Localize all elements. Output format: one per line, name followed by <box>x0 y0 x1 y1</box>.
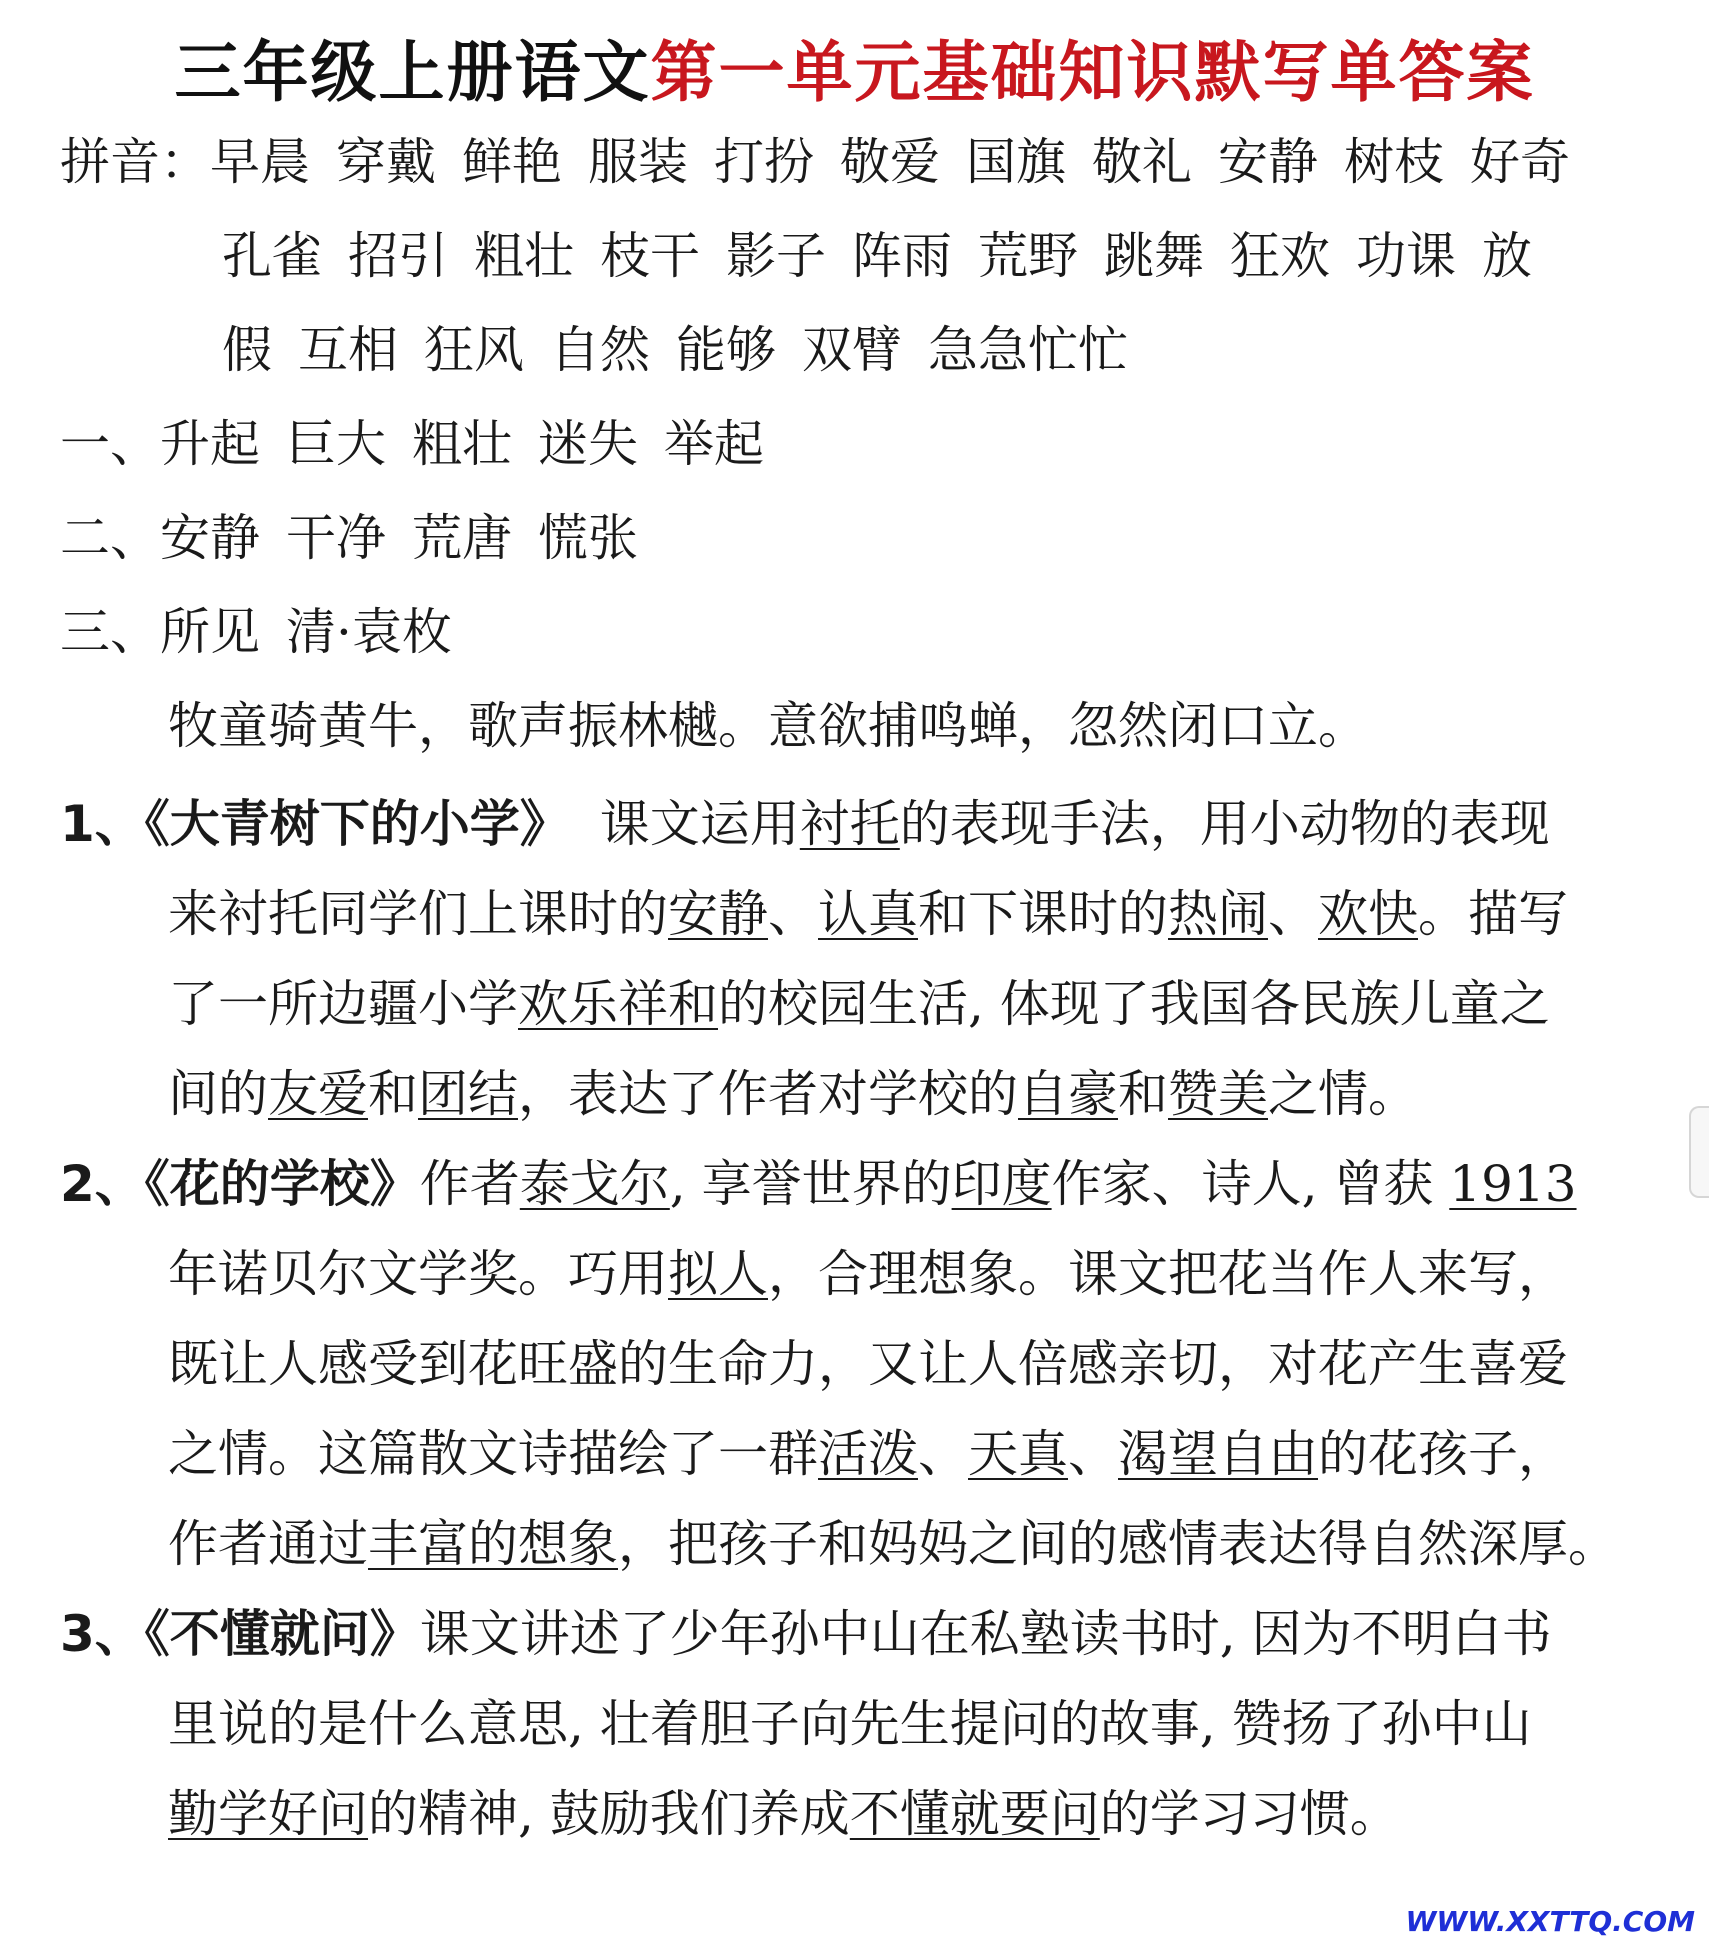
text: 和下课时的 <box>918 885 1168 943</box>
word: 狂风 <box>424 321 524 379</box>
pinyin-row-1 <box>60 130 1570 194</box>
word: 招引 <box>348 227 448 285</box>
word: 服装 <box>588 133 688 191</box>
answer-blank: 赞美 <box>1168 1065 1268 1123</box>
text: 间的 <box>168 1065 268 1123</box>
text: 来衬托同学们上课时的 <box>168 885 668 943</box>
word: 能够 <box>676 321 776 379</box>
text: 作家、诗人, 曾获 <box>1051 1155 1450 1213</box>
page-title <box>0 28 1709 118</box>
section-one <box>60 412 764 476</box>
text: 和 <box>368 1065 418 1123</box>
paragraph-1-line-2 <box>168 882 1568 946</box>
word: 树枝 <box>1344 133 1444 191</box>
answer-blank: 自豪 <box>1018 1065 1118 1123</box>
word: 升起 <box>160 415 260 473</box>
paragraph-2-line-3: 既让人感受到花旺盛的生命力，又让人倍感亲切，对花产生喜爱 <box>168 1335 1568 1393</box>
word: 急急忙忙 <box>928 321 1128 379</box>
section-label: 二、 <box>60 509 160 567</box>
word: 举起 <box>664 415 764 473</box>
text: 课文讲述了少年孙中山在私塾读书时, 因为不明白书 <box>419 1605 1552 1663</box>
pinyin-row-3 <box>222 318 1128 382</box>
answer-blank: 友爱 <box>268 1065 368 1123</box>
word: 敬礼 <box>1092 133 1192 191</box>
answer-blank: 不懂就要问 <box>849 1785 1100 1843</box>
poem-text: 牧童骑黄牛，歌声振林樾。意欲捕鸣蝉，忽然闭口立。 <box>168 697 1368 755</box>
word: 迷失 <box>538 415 638 473</box>
word: 自然 <box>550 321 650 379</box>
word: 国旗 <box>966 133 1066 191</box>
answer-blank: 认真 <box>818 885 918 943</box>
title-grade: 三年级上册语文 <box>174 34 651 111</box>
item-number: 3、 <box>60 1605 145 1663</box>
text: 的精神, 鼓励我们养成 <box>368 1785 850 1843</box>
text: 、 <box>768 885 818 943</box>
word: 阵雨 <box>852 227 952 285</box>
section-label: 三、 <box>60 603 160 661</box>
answer-blank: 丰富的想象 <box>368 1515 618 1573</box>
word: 安静 <box>1218 133 1318 191</box>
lesson-title: 《花的学校》 <box>144 1155 420 1213</box>
word: 双臂 <box>802 321 902 379</box>
answer-blank: 欢乐祥和 <box>518 975 718 1033</box>
site-watermark: WWW.XXTTQ.COM <box>1405 1905 1695 1938</box>
word: 荒唐 <box>412 509 512 567</box>
word: 打扮 <box>714 133 814 191</box>
lesson-title: 《大青树下的小学》 <box>144 795 570 853</box>
paragraph-1-line-3 <box>168 972 1550 1036</box>
answer-blank: 勤学好问 <box>168 1785 368 1843</box>
text: 的表现手法，用小动物的表现 <box>899 795 1550 853</box>
text: ，合理想象。课文把花当作人来写， <box>768 1245 1568 1303</box>
paragraph-1-line-1 <box>60 792 1550 856</box>
paragraph-1-line-4 <box>168 1062 1418 1126</box>
poem-author: 清·袁枚 <box>286 603 452 661</box>
word: 放 <box>1482 227 1532 285</box>
title-unit: 第一单元基础知识默写单答案 <box>650 34 1535 111</box>
word: 功课 <box>1356 227 1456 285</box>
paragraph-3-line-3 <box>168 1782 1400 1846</box>
word: 安静 <box>160 509 260 567</box>
text: 的校园生活, 体现了我国各民族儿童之 <box>718 975 1550 1033</box>
side-scroll-handle[interactable] <box>1689 1106 1709 1198</box>
text: 、 <box>918 1425 968 1483</box>
word: 慌张 <box>538 509 638 567</box>
answer-blank: 天真 <box>968 1425 1068 1483</box>
paragraph-2-line-5 <box>168 1512 1618 1576</box>
paragraph-2-line-2 <box>168 1242 1568 1306</box>
poem-title: 所见 <box>160 603 260 661</box>
paragraph-2-line-1 <box>60 1152 1577 1216</box>
answer-blank: 渴望自由 <box>1118 1425 1318 1483</box>
section-three <box>60 600 452 664</box>
word: 好奇 <box>1470 133 1570 191</box>
word: 早晨 <box>210 133 310 191</box>
section-label: 一、 <box>60 415 160 473</box>
text: 年诺贝尔文学奖。巧用 <box>168 1245 668 1303</box>
word: 假 <box>222 321 272 379</box>
answer-blank: 衬托 <box>799 795 900 853</box>
text: , 享誉世界的 <box>669 1155 952 1213</box>
item-number: 1、 <box>60 795 145 853</box>
answer-blank: 拟人 <box>668 1245 768 1303</box>
text: 的花孩子， <box>1318 1425 1568 1483</box>
text: ，把孩子和妈妈之间的感情表达得自然深厚。 <box>618 1515 1618 1573</box>
answer-blank: 安静 <box>668 885 768 943</box>
pinyin-label: 拼音： <box>60 133 210 191</box>
word: 孔雀 <box>222 227 322 285</box>
pinyin-row-2 <box>222 224 1532 288</box>
text: 之情。 <box>1268 1065 1418 1123</box>
answer-blank: 欢快 <box>1318 885 1418 943</box>
text: 之情。这篇散文诗描绘了一群 <box>168 1425 818 1483</box>
text: 作者 <box>419 1155 520 1213</box>
word: 荒野 <box>978 227 1078 285</box>
answer-blank: 团结 <box>418 1065 518 1123</box>
word: 枝干 <box>600 227 700 285</box>
answer-blank: 泰戈尔 <box>519 1155 670 1213</box>
answer-blank: 热闹 <box>1168 885 1268 943</box>
paragraph-3-line-2: 里说的是什么意思, 壮着胆子向先生提问的故事, 赞扬了孙中山 <box>168 1695 1532 1753</box>
answer-blank: 印度 <box>951 1155 1052 1213</box>
text: 和 <box>1118 1065 1168 1123</box>
word: 粗壮 <box>412 415 512 473</box>
item-number: 2、 <box>60 1155 145 1213</box>
word: 巨大 <box>286 415 386 473</box>
answer-blank: 活泼 <box>818 1425 918 1483</box>
word: 鲜艳 <box>462 133 562 191</box>
text: 了一所边疆小学 <box>168 975 518 1033</box>
word: 狂欢 <box>1230 227 1330 285</box>
word: 粗壮 <box>474 227 574 285</box>
word: 互相 <box>298 321 398 379</box>
answer-blank: 1913 <box>1449 1155 1577 1213</box>
text: 作者通过 <box>168 1515 368 1573</box>
lesson-title: 《不懂就问》 <box>144 1605 420 1663</box>
word: 影子 <box>726 227 826 285</box>
word: 跳舞 <box>1104 227 1204 285</box>
text: 、 <box>1068 1425 1118 1483</box>
text: ，表达了作者对学校的 <box>518 1065 1018 1123</box>
text: 。描写 <box>1418 885 1568 943</box>
word: 干净 <box>286 509 386 567</box>
word: 穿戴 <box>336 133 436 191</box>
word: 敬爱 <box>840 133 940 191</box>
text: 课文运用 <box>599 795 800 853</box>
text: 、 <box>1268 885 1318 943</box>
section-two <box>60 506 638 570</box>
paragraph-2-line-4 <box>168 1422 1568 1486</box>
paragraph-3-line-1 <box>60 1602 1552 1666</box>
text: 的学习习惯。 <box>1099 1785 1400 1843</box>
